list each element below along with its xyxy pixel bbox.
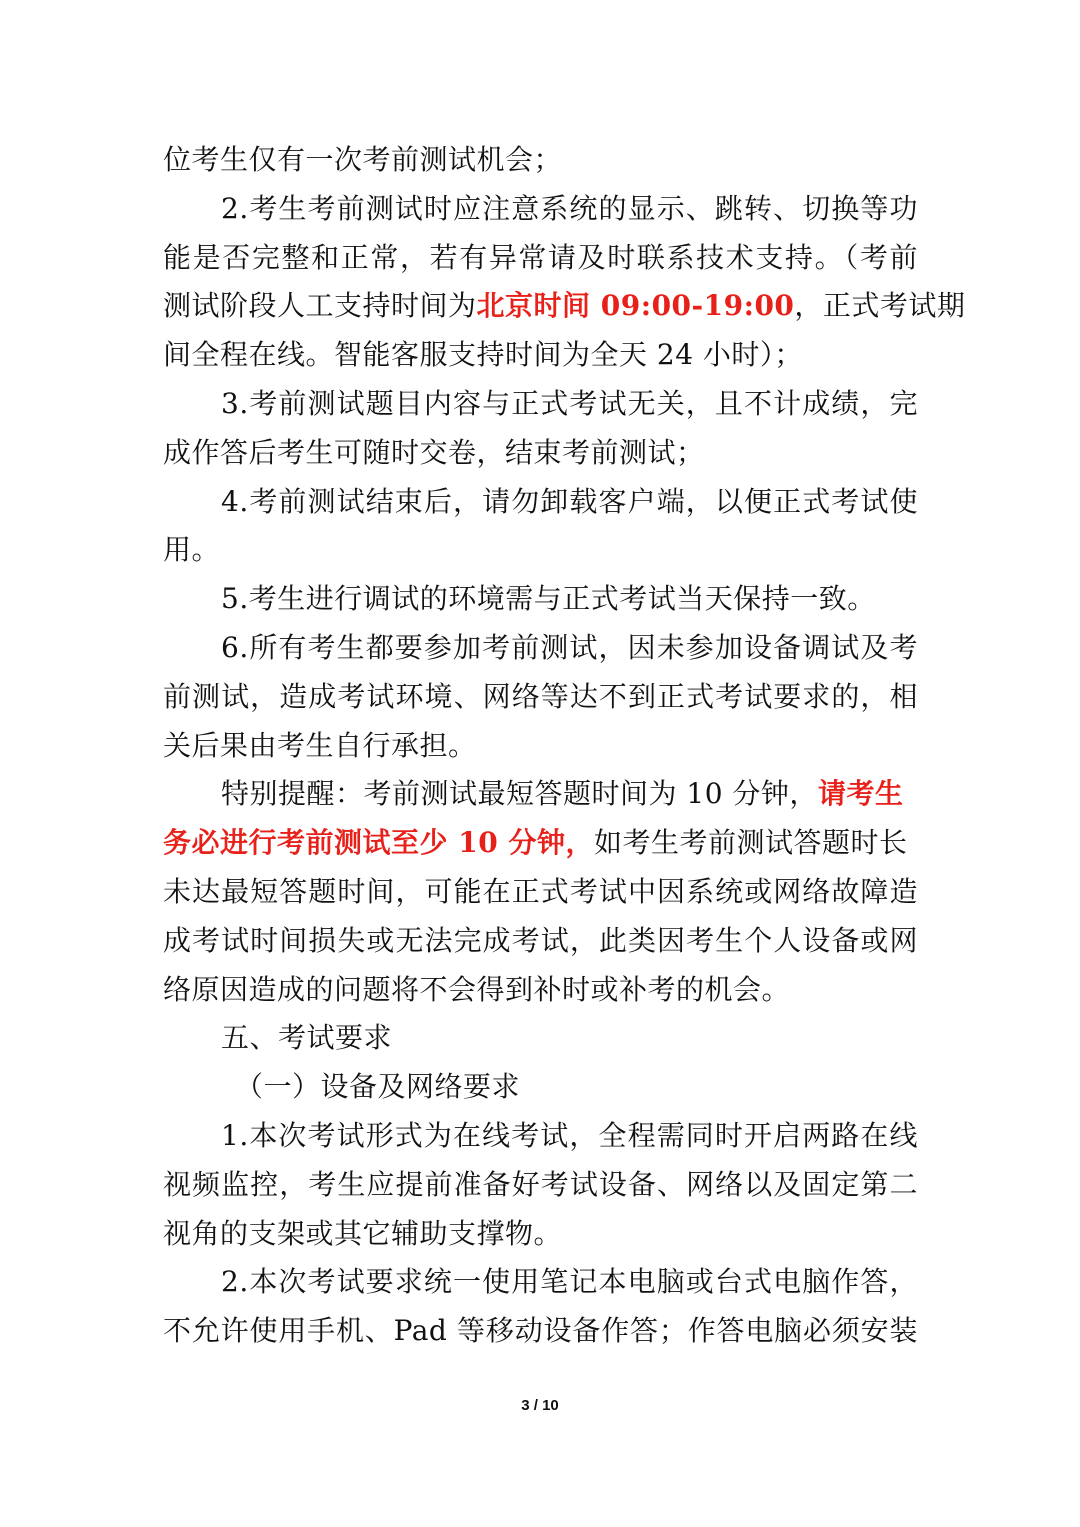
text-line: 视角的支架或其它辅助支撑物。 <box>163 1216 563 1250</box>
text-line: 位考生仅有一次考前测试机会； <box>163 143 563 176</box>
text-line-with-highlight: 测试阶段人工支持时间为北京时间 09:00-19:00，正式考试期 <box>163 289 966 323</box>
text-line: 5.考生进行调试的环境需与正式考试当天保持一致。 <box>221 582 876 616</box>
subsection-heading: （一）设备及网络要求 <box>235 1070 521 1104</box>
text-line: 成作答后考生可随时交卷，结束考前测试； <box>163 435 705 469</box>
text-line: 4.考前测试结束后，请勿卸载客户端，以便正式考试使 <box>221 484 918 518</box>
text-line: 用。 <box>163 533 221 567</box>
highlight-text: 北京时间 09:00-19:00 <box>476 289 795 323</box>
text-line: 络原因造成的问题将不会得到补时或补考的机会。 <box>163 972 791 1006</box>
text-line: 2.考生考前测试时应注意系统的显示、跳转、切换等功 <box>221 191 918 225</box>
text-line: 前测试，造成考试环境、网络等达不到正式考试要求的，相 <box>163 679 918 713</box>
text-line: 3.考前测试题目内容与正式考试无关，且不计成绩，完 <box>221 386 918 420</box>
highlight-text: 请考生 <box>817 777 904 811</box>
section-heading: 五、考试要求 <box>221 1021 393 1055</box>
page-number: 3 / 10 <box>521 1397 559 1414</box>
document-body <box>163 136 966 1356</box>
text-line-with-highlight: 务必进行考前测试至少 10 分钟，如考生考前测试答题时长 <box>163 826 908 860</box>
text-line: 1.本次考试形式为在线考试，全程需同时开启两路在线 <box>221 1118 918 1152</box>
highlight-text: 务必进行考前测试至少 10 分钟， <box>163 826 594 860</box>
text-line: 间全程在线。智能客服支持时间为全天 24 小时）； <box>163 338 803 372</box>
text-line: 能是否完整和正常，若有异常请及时联系技术支持。（考前 <box>163 240 918 274</box>
text-line: 视频监控，考生应提前准备好考试设备、网络以及固定第二 <box>163 1167 918 1201</box>
text-line: 成考试时间损失或无法完成考试，此类因考生个人设备或网 <box>163 923 918 957</box>
text-line-with-highlight: 特别提醒：考前测试最短答题时间为 10 分钟，请考生 <box>221 777 904 811</box>
text-line: 未达最短答题时间，可能在正式考试中因系统或网络故障造 <box>163 874 918 908</box>
text-line: 2.本次考试要求统一使用笔记本电脑或台式电脑作答， <box>221 1265 918 1299</box>
text-line: 关后果由考生自行承担。 <box>163 728 477 762</box>
text-line: 不允许使用手机、Pad 等移动设备作答；作答电脑必须安装 <box>163 1314 918 1348</box>
text-line: 6.所有考生都要参加考前测试，因未参加设备调试及考 <box>221 630 918 664</box>
